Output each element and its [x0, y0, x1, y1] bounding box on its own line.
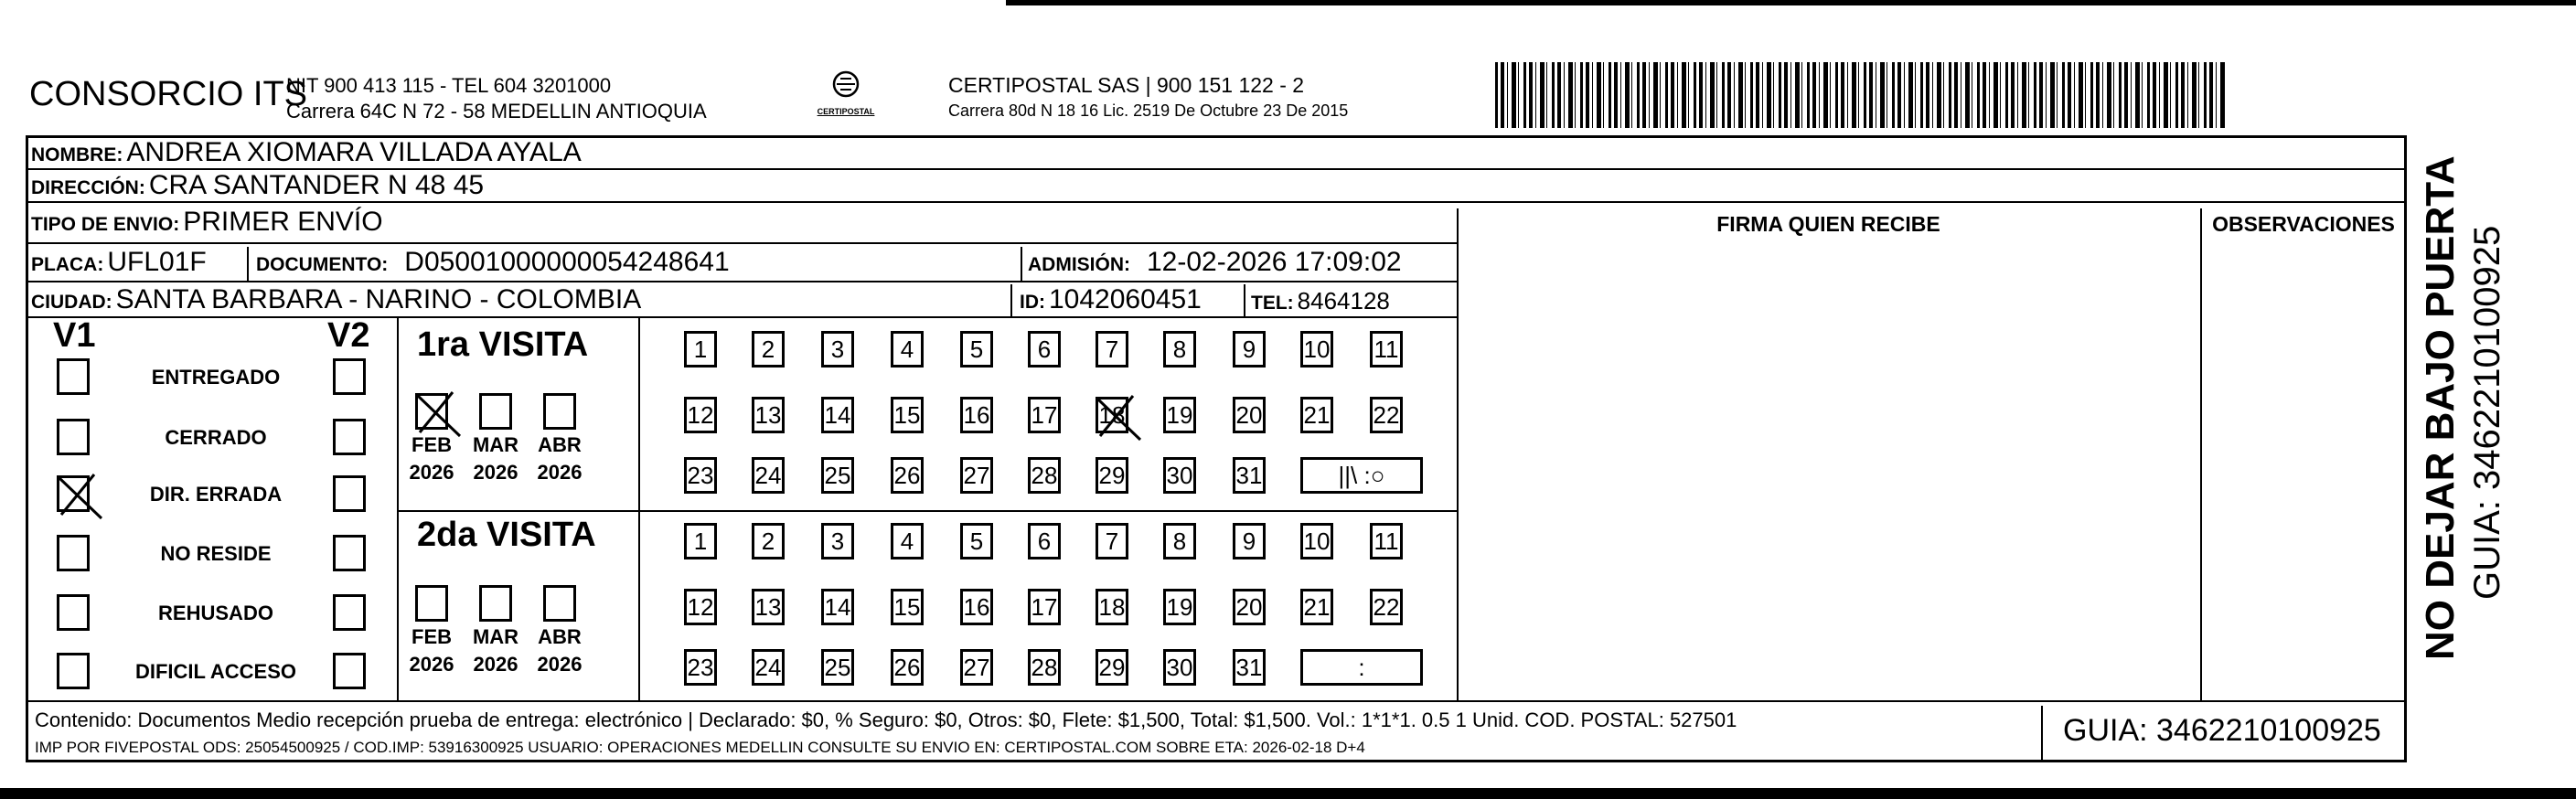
status-option-label: REHUSADO — [158, 602, 273, 624]
day-box[interactable]: 19 — [1163, 397, 1196, 433]
day-box[interactable]: 18 — [1096, 589, 1128, 625]
divider — [397, 510, 1457, 512]
day-box[interactable]: 4 — [891, 523, 924, 559]
direccion-value: CRA SANTANDER N 48 45 — [148, 170, 485, 200]
ciudad-label: CIUDAD: — [31, 292, 112, 313]
status-option-label: CERRADO — [165, 426, 267, 449]
field-id — [1020, 284, 1202, 315]
divider — [1021, 247, 1022, 281]
check-mark-icon — [52, 471, 107, 522]
second-visit-title: 2da VISITA — [417, 516, 596, 554]
day-box[interactable]: 6 — [1028, 523, 1061, 559]
certipostal-logo-icon — [828, 69, 864, 102]
v2-checkbox[interactable] — [333, 358, 366, 395]
partner-address: Carrera 80d N 18 16 Lic. 2519 De Octubre 23 De 2015 — [948, 101, 1349, 120]
day-box[interactable]: 25 — [821, 649, 854, 686]
v2-checkbox[interactable] — [333, 419, 366, 455]
no-dejar-warning: NO DEJAR BAJO PUERTA — [2418, 155, 2463, 660]
day-box[interactable]: 15 — [891, 589, 924, 625]
day-box[interactable]: 15 — [891, 397, 924, 433]
day-box[interactable]: 16 — [960, 397, 993, 433]
day-box[interactable]: 20 — [1233, 397, 1266, 433]
divider — [2041, 706, 2043, 762]
day-box[interactable]: 13 — [752, 397, 785, 433]
v1-checkbox[interactable] — [57, 419, 90, 455]
top-border-line — [1006, 0, 2576, 5]
day-box[interactable]: 5 — [960, 331, 993, 368]
certipostal-logo — [814, 69, 878, 116]
nombre-label: NOMBRE: — [31, 144, 123, 165]
field-tipo — [31, 207, 383, 238]
month-name: FEB — [412, 625, 452, 648]
nombre-value: ANDREA XIOMARA VILLADA AYALA — [126, 137, 582, 167]
company-nit: NIT 900 413 115 - TEL 604 3201000 — [286, 74, 612, 97]
day-box[interactable]: 9 — [1233, 331, 1266, 368]
day-box[interactable]: 22 — [1370, 397, 1403, 433]
day-box[interactable]: 8 — [1163, 523, 1196, 559]
day-box[interactable]: 14 — [821, 397, 854, 433]
status-option-label: NO RESIDE — [160, 542, 272, 565]
day-box[interactable]: 21 — [1300, 397, 1333, 433]
month-checkbox[interactable] — [479, 393, 512, 430]
day-box[interactable]: 17 — [1028, 397, 1061, 433]
day-box[interactable]: 10 — [1300, 523, 1333, 559]
contenido-text: Contenido: Documentos Medio recepción prueba de entrega: electrónico | Declarado: $0, % Seguro: $0, Otros: $0, Flete: $1,500, Total: $1,500. Vol.: 1*1*1. 0.5 1 Unid. COD. POSTAL: 527501 — [35, 708, 1737, 731]
day-box[interactable]: 3 — [821, 331, 854, 368]
month-checkbox[interactable] — [415, 585, 448, 622]
status-option-label: DIFICIL ACCESO — [134, 660, 296, 683]
tipo-value: PRIMER ENVÍO — [183, 207, 383, 237]
day-box[interactable]: 6 — [1028, 331, 1061, 368]
day-box[interactable]: 1 — [684, 523, 717, 559]
day-box[interactable]: 26 — [891, 457, 924, 494]
divider — [26, 281, 1457, 282]
v2-checkbox[interactable] — [333, 653, 366, 689]
month-name: ABR — [538, 625, 582, 648]
day-box[interactable]: 29 — [1096, 457, 1128, 494]
month-year: 2026 — [537, 461, 583, 484]
divider — [26, 316, 1457, 318]
day-box[interactable]: 17 — [1028, 589, 1061, 625]
check-mark-icon — [1091, 392, 1146, 443]
v2-checkbox[interactable] — [333, 535, 366, 571]
day-box[interactable]: 19 — [1163, 589, 1196, 625]
v2-checkbox[interactable] — [333, 594, 366, 631]
day-box[interactable]: 13 — [752, 589, 785, 625]
partner-name: CERTIPOSTAL SAS | 900 151 122 - 2 — [948, 73, 1305, 97]
field-tel — [1251, 287, 1390, 315]
divider — [1010, 284, 1012, 316]
footer-guia: GUIA: 3462210100925 — [2063, 713, 2381, 748]
day-box[interactable]: 25 — [821, 457, 854, 494]
v1-header: V1 — [53, 316, 96, 355]
month-year: 2026 — [537, 653, 583, 676]
month-year: 2026 — [473, 461, 518, 484]
v2-header: V2 — [327, 316, 370, 355]
day-box[interactable]: 12 — [684, 589, 717, 625]
day-box[interactable]: 7 — [1096, 331, 1128, 368]
month-label — [534, 431, 585, 486]
company-address: Carrera 64C N 72 - 58 MEDELLIN ANTIOQUIA — [286, 100, 707, 123]
day-box[interactable]: 11 — [1370, 523, 1403, 559]
month-name: MAR — [472, 433, 519, 456]
day-box[interactable]: 20 — [1233, 589, 1266, 625]
time-box[interactable]: : — [1300, 649, 1423, 686]
field-direccion — [31, 170, 484, 201]
field-nombre — [31, 137, 582, 168]
day-box[interactable]: 31 — [1233, 649, 1266, 686]
barcode — [1495, 62, 2227, 128]
documento-value: D05001000000054248641 — [404, 247, 730, 277]
tel-label: TEL: — [1251, 293, 1294, 314]
day-box[interactable]: 11 — [1370, 331, 1403, 368]
v1-checkbox[interactable] — [57, 594, 90, 631]
company-name: CONSORCIO ITS — [29, 75, 308, 113]
id-value: 1042060451 — [1049, 284, 1202, 314]
documento-label: DOCUMENTO: — [256, 254, 389, 275]
day-box[interactable]: 27 — [960, 457, 993, 494]
bottom-border-line — [0, 788, 2576, 799]
divider — [397, 316, 399, 700]
first-visit-title: 1ra VISITA — [417, 325, 589, 364]
month-year: 2026 — [473, 653, 518, 676]
month-label — [534, 623, 585, 678]
placa-value: UFL01F — [107, 247, 207, 277]
divider — [26, 700, 2407, 702]
direccion-label: DIRECCIÓN: — [31, 177, 145, 198]
divider — [247, 247, 249, 281]
placa-label: PLACA: — [31, 254, 104, 275]
field-admision — [1028, 247, 1402, 278]
field-ciudad — [31, 284, 641, 315]
day-box[interactable]: 22 — [1370, 589, 1403, 625]
ciudad-value: SANTA BARBARA - NARINO - COLOMBIA — [115, 284, 642, 314]
month-checkbox[interactable] — [415, 393, 448, 430]
day-box[interactable]: 2 — [752, 523, 785, 559]
admision-value: 12-02-2026 17:09:02 — [1147, 247, 1402, 277]
month-checkbox[interactable] — [479, 585, 512, 622]
observaciones-header: OBSERVACIONES — [2212, 212, 2395, 236]
company-info — [286, 73, 707, 124]
month-year: 2026 — [409, 653, 454, 676]
day-box[interactable]: 10 — [1300, 331, 1333, 368]
month-label — [470, 623, 521, 678]
divider — [26, 242, 1457, 244]
day-box[interactable]: 8 — [1163, 331, 1196, 368]
day-box[interactable]: 30 — [1163, 457, 1196, 494]
field-placa — [31, 247, 207, 278]
tel-value: 8464128 — [1297, 287, 1390, 314]
divider — [638, 316, 640, 700]
day-box[interactable]: 4 — [891, 331, 924, 368]
divider — [1244, 284, 1245, 316]
v1-checkbox[interactable] — [57, 358, 90, 395]
imp-text: IMP POR FIVEPOSTAL ODS: 25054500925 / COD.IMP: 53916300925 USUARIO: OPERACIONES MEDELLIN CONSULTE SU ENVIO EN: CERTIPOSTAL.COM SOBRE ETA: 2026-02-18 D+4 — [35, 739, 1365, 756]
day-box[interactable]: 28 — [1028, 457, 1061, 494]
day-box[interactable]: 1 — [684, 331, 717, 368]
day-box[interactable]: 23 — [684, 649, 717, 686]
month-label — [470, 431, 521, 486]
v1-checkbox[interactable] — [57, 475, 90, 512]
day-box[interactable]: 12 — [684, 397, 717, 433]
day-box[interactable]: 28 — [1028, 649, 1061, 686]
divider — [26, 201, 2407, 203]
day-box[interactable]: 24 — [752, 457, 785, 494]
day-box[interactable]: 7 — [1096, 523, 1128, 559]
day-box[interactable]: 9 — [1233, 523, 1266, 559]
day-box[interactable]: 30 — [1163, 649, 1196, 686]
v1-checkbox[interactable] — [57, 535, 90, 571]
day-box[interactable]: 27 — [960, 649, 993, 686]
status-option-label: DIR. ERRADA — [149, 483, 283, 506]
day-box[interactable]: 26 — [891, 649, 924, 686]
day-box[interactable]: 2 — [752, 331, 785, 368]
firma-header: FIRMA QUIEN RECIBE — [1716, 212, 1940, 236]
month-year: 2026 — [409, 461, 454, 484]
month-label — [406, 431, 457, 486]
time-box[interactable]: ||\ :○ — [1300, 457, 1423, 494]
v2-checkbox[interactable] — [333, 475, 366, 512]
tipo-label: TIPO DE ENVIO: — [31, 214, 180, 235]
admision-label: ADMISIÓN: — [1028, 254, 1130, 275]
day-box[interactable]: 23 — [684, 457, 717, 494]
day-box[interactable]: 5 — [960, 523, 993, 559]
signature-area[interactable] — [1459, 243, 2200, 700]
day-box[interactable]: 21 — [1300, 589, 1333, 625]
month-label — [406, 623, 457, 678]
month-checkbox[interactable] — [543, 393, 576, 430]
month-name: FEB — [412, 433, 452, 456]
v1-checkbox[interactable] — [57, 653, 90, 689]
id-label: ID: — [1020, 292, 1045, 313]
logo-text: CERTIPOSTAL — [817, 107, 875, 116]
status-option-label: ENTREGADO — [151, 366, 281, 389]
day-box[interactable]: 29 — [1096, 649, 1128, 686]
day-box[interactable]: 14 — [821, 589, 854, 625]
day-box[interactable]: 24 — [752, 649, 785, 686]
month-name: MAR — [472, 625, 519, 648]
day-box[interactable]: 16 — [960, 589, 993, 625]
side-guia: GUIA: 3462210100925 — [2467, 225, 2507, 600]
day-box[interactable]: 3 — [821, 523, 854, 559]
day-box[interactable]: 18 — [1096, 397, 1128, 433]
month-name: ABR — [538, 433, 582, 456]
partner-info — [948, 73, 1348, 121]
day-box[interactable]: 31 — [1233, 457, 1266, 494]
month-checkbox[interactable] — [543, 585, 576, 622]
observations-area[interactable] — [2202, 243, 2407, 700]
field-documento — [256, 247, 730, 278]
